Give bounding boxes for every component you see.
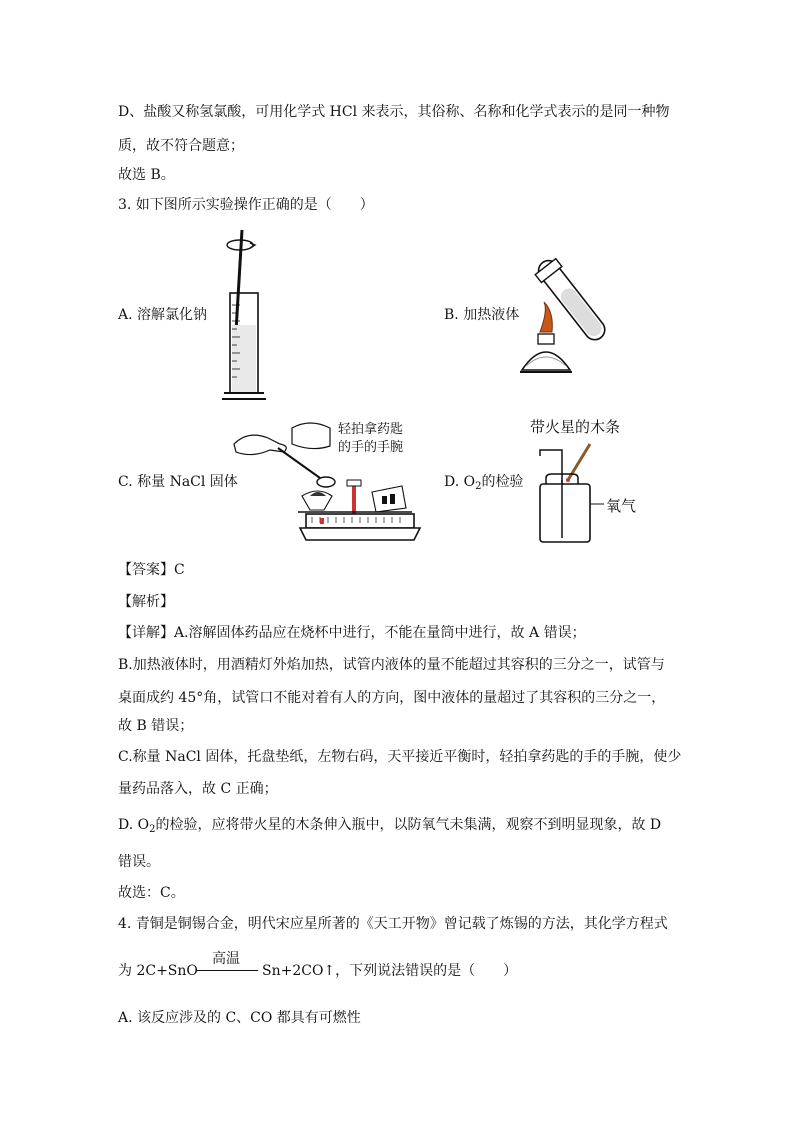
choose-b: 故选 B。 (118, 167, 175, 183)
detail-d-line-1: D. $O_2$的检验，应将带火星的木条伸入瓶中，以防氧气未集满，观察不到明显现象，故 D (118, 817, 662, 835)
option-a-label: A. 溶解氯化钠 (118, 307, 208, 323)
detail-b-line-2: 桌面成约 45°角，试管口不能对着有人的方向，图中液体的量超过了其容积的三分之一， (118, 690, 666, 706)
answer: 【答案】C (118, 562, 185, 578)
graduated-cylinder-figure (210, 225, 280, 405)
choose-c: 故选：C。 (118, 885, 185, 901)
question-4: 4. 青铜是铜锡合金，明代宋应星所著的《天工开物》曾记载了炼锡的方法，其化学方程式 (118, 916, 668, 932)
detail-a: 【详解】A.溶解固体药品应在烧杯中进行，不能在量筒中进行，故 A 错误； (118, 625, 586, 641)
equation-arrow (196, 970, 258, 971)
equation-condition: 高温 (212, 951, 240, 967)
d-side-label: 氧气 (606, 497, 637, 515)
d-text-line-1: D、盐酸又称氢氯酸，可用化学式 HCl 来表示，其俗称、名称和化学式表示的是同一种物 (118, 104, 670, 120)
detail-b-line-3: 故 B 错误； (118, 718, 194, 734)
equation-prefix: 为 2C+SnO (118, 963, 198, 979)
detail-b-line-1: B.加热液体时，用酒精灯外焰加热，试管内液体的量不能超过其容积的三分之一，试管与 (118, 657, 665, 673)
chemical-equation (118, 950, 678, 990)
analysis-heading: 【解析】 (118, 594, 174, 610)
gas-bottle-figure (532, 442, 612, 546)
balance-scale-figure (232, 420, 422, 545)
d-top-label: 带火星的木条 (530, 418, 621, 436)
question-4-option-a: A. 该反应涉及的 C、CO 都具有可燃性 (118, 1010, 361, 1026)
c-note-line-2: 的手的手腕 (338, 440, 404, 455)
option-c-label: C. 称量 NaCl 固体 (118, 474, 238, 490)
detail-d-line-2: 错误。 (118, 854, 160, 870)
alcohol-lamp-figure (518, 222, 658, 382)
detail-c-line-2: 量药品落入，故 C 正确； (118, 781, 278, 797)
question-3: 3. 如下图所示实验操作正确的是（ ） (118, 197, 374, 213)
option-b-label: B. 加热液体 (444, 307, 520, 323)
equation-suffix: Sn+2CO↑，下列说法错误的是（ ） (262, 963, 518, 979)
d-text-line-2: 质，故不符合题意； (118, 138, 244, 154)
option-d-label: D. $O_2$的检验 (444, 474, 524, 492)
detail-c-line-1: C.称量 NaCl 固体，托盘垫纸，左物右码，天平接近平衡时，轻拍拿药匙的手的手腕，使少 (118, 749, 682, 765)
c-note-line-1: 轻拍拿药匙 (338, 422, 404, 437)
